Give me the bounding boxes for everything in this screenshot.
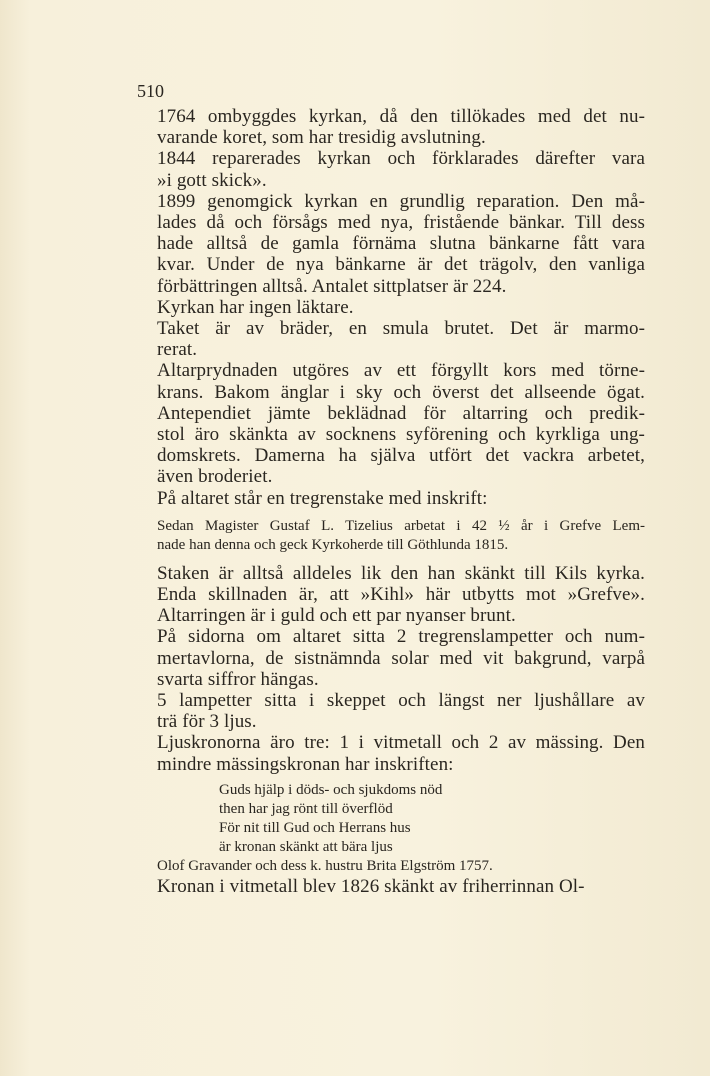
- text-line: mertavlorna, de sistnämnda solar med vit bakgrund, varpå: [157, 647, 645, 669]
- poem-line: then har jag rönt till överflöd: [219, 800, 393, 817]
- paragraph-10: [157, 605, 645, 626]
- poem-block: [157, 781, 645, 876]
- text-line: 5 lampetter sitta i skeppet och längst ner ljushållare av: [157, 690, 645, 712]
- text-line: rerat.: [157, 339, 198, 361]
- paragraph-3: [157, 191, 645, 297]
- text-line: Ljuskronorna äro tre: 1 i vitmetall och 2 av mässing. Den: [157, 732, 645, 754]
- text-line: hade alltså de gamla förnäma slutna bänkarne fått vara: [157, 233, 645, 255]
- text-line: Staken är alltså alldeles lik den han skänkt till Kils kyrka.: [157, 562, 645, 584]
- text-line: 1899 genomgick kyrkan en grundlig reparation. Den må-: [157, 190, 645, 212]
- text-line: stol äro skänkta av socknens syförening och kyrkliga ung-: [157, 424, 645, 446]
- text-line: Enda skillnaden är, att »Kihl» här utbytts mot »Grefve».: [157, 584, 645, 606]
- text-block: [137, 76, 645, 897]
- text-line: »i gott skick».: [157, 169, 267, 191]
- text-line: trä för 3 ljus.: [157, 711, 257, 733]
- paragraph-5: [157, 318, 645, 360]
- text-line: Taket är av bräder, en smula brutet. Det är marmo-: [157, 318, 645, 340]
- paragraph-2: [157, 148, 645, 190]
- poem-line: är kronan skänkt att bära ljus: [219, 838, 393, 855]
- text-line: domskrets. Damerna ha själva utfört det vackra arbetet,: [157, 445, 645, 467]
- paragraph-12: [157, 690, 645, 732]
- paragraph-13: [157, 732, 645, 774]
- text-line: På altaret står en tregrenstake med inskrift:: [157, 487, 488, 509]
- text-line: varande koret, som har tresidig avslutning.: [157, 127, 486, 149]
- page-number: 510: [137, 81, 164, 101]
- text-line: förbättringen alltså. Antalet sittplatser är 224.: [157, 275, 507, 297]
- paragraph-4: [157, 297, 645, 318]
- text-line-final: Kronan i vitmetall blev 1826 skänkt av friherrinnan Ol-: [157, 875, 585, 897]
- text-line: Antependiet jämte beklädnad för altarring och predik-: [157, 402, 645, 424]
- inscription-line: Sedan Magister Gustaf L. Tizelius arbetat i 42 ½ år i Grefve Lem-: [157, 517, 645, 534]
- poem-line: För nit till Gud och Herrans hus: [219, 819, 411, 836]
- text-line: mindre mässingskronan har inskriften:: [157, 753, 454, 775]
- paragraph-7: [157, 403, 645, 488]
- paragraph-6: [157, 360, 645, 402]
- text-line: svarta siffror hängas.: [157, 668, 319, 690]
- inscription-block: [157, 517, 645, 555]
- paragraph-1: [157, 106, 645, 148]
- text-line: lades då och försågs med nya, fristående bänkar. Till dess: [157, 212, 645, 234]
- text-line: 1844 reparerades kyrkan och förklarades därefter vara: [157, 148, 645, 170]
- paragraph-9: [157, 563, 645, 605]
- inscription-line: nade han denna och geck Kyrkoherde till Göthlunda 1815.: [157, 536, 509, 553]
- poem-signature: Olof Gravander och dess k. hustru Brita Elgström 1757.: [157, 857, 493, 874]
- text-line: 1764 ombyggdes kyrkan, då den tillökades med det nu-: [157, 106, 645, 127]
- text-line: krans. Bakom änglar i sky och överst det allseende ögat.: [157, 381, 645, 403]
- paragraph-11: [157, 626, 645, 690]
- spacer: [157, 509, 645, 517]
- text-line: Kyrkan har ingen läktare.: [157, 296, 354, 318]
- poem-line: Guds hjälp i döds- och sjukdoms nöd: [219, 781, 443, 798]
- spacer: [157, 555, 645, 563]
- paragraph-8: [157, 488, 645, 509]
- text-line: kvar. Under de nya bänkarne är det trägolv, den vanliga: [157, 254, 645, 276]
- text-line: På sidorna om altaret sitta 2 tregrenslampetter och num-: [157, 626, 645, 648]
- text-line: även broderiet.: [157, 466, 273, 488]
- text-line: Altarprydnaden utgöres av ett förgyllt kors med törne-: [157, 360, 645, 382]
- text-line: Altarringen är i guld och ett par nyanser brunt.: [157, 605, 516, 627]
